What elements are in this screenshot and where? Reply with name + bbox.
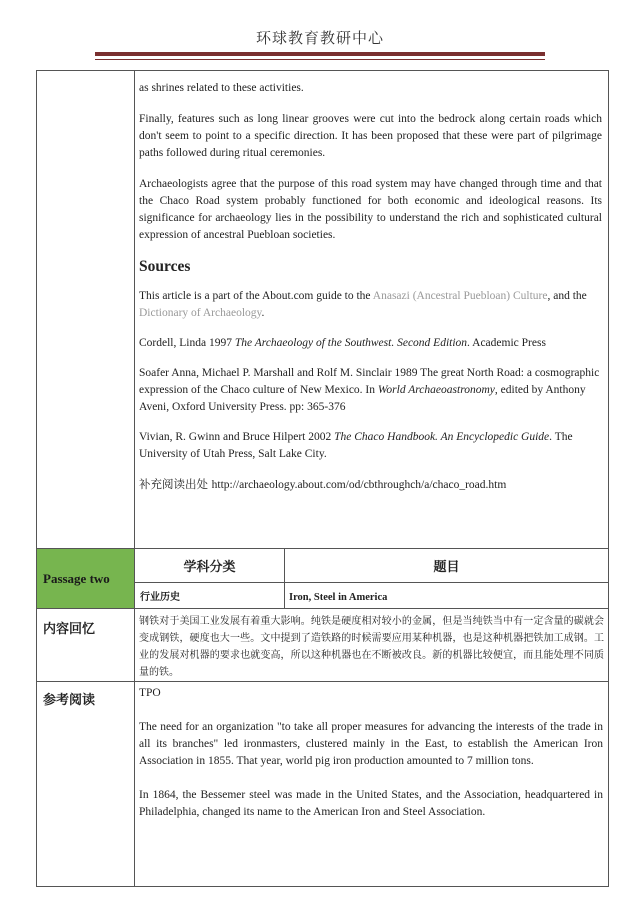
supplement-url[interactable]: http://archaeology.about.com/od/cbthroughch/a/chaco_road.htm bbox=[211, 479, 507, 491]
link-anasazi[interactable]: Anasazi (Ancestral Puebloan) Culture bbox=[372, 290, 548, 302]
paragraph-shrines: as shrines related to these activities. bbox=[139, 82, 304, 94]
passage-table bbox=[36, 548, 609, 887]
recall-label: 内容回忆 bbox=[43, 622, 96, 637]
title-header: 题目 bbox=[433, 559, 460, 575]
title-header-cell bbox=[285, 549, 609, 583]
top-left-cell bbox=[37, 71, 135, 549]
source-text: . bbox=[261, 307, 265, 319]
recall-text: 钢铁对于美国工业发展有着重大影响。纯铁是硬度相对较小的金属，但是当纯铁当中有一定含量的碳就会变成钢铁，硬度也大一些。文中提到了造铁路的时候需要应用某种机器，也是这种机器把铁加工成钢。工业的发展对机器的要求也就变高，所以这种机器也在不断被改良。新的机器比较便宜，而且能处理不同质量的铁。 bbox=[139, 616, 604, 678]
source-title: World Archaeoastronomy bbox=[377, 384, 495, 396]
recall-text-cell bbox=[135, 609, 609, 682]
header-rule-thin bbox=[95, 59, 545, 60]
reference-tpo: TPO bbox=[139, 687, 161, 699]
reference-paragraph-2: In 1864, the Bessemer steel was made in the United States, and the Association, headquartered in Philadelphia, changed its name to the American Iron and Steel Association. bbox=[139, 789, 603, 818]
paragraph-grooves: Finally, features such as long linear grooves were cut into the bedrock along certain roads which don't seem to point to a specific direction. It has been proposed that these were part of pilgrimage paths followed during ritual ceremonies. bbox=[139, 113, 602, 159]
passage-label: Passage two bbox=[43, 570, 110, 586]
category-header: 学科分类 bbox=[183, 559, 236, 575]
source-text: This article is a part of the About.com guide to the bbox=[139, 290, 373, 302]
source-title: The Chaco Handbook. An Encyclopedic Guide bbox=[334, 431, 550, 443]
title-value-cell bbox=[285, 583, 609, 609]
source-text: . The University of Utah Press, Salt Lake City. bbox=[139, 431, 573, 460]
paragraph-agree: Archaeologists agree that the purpose of this road system may have changed through time and that the Chaco Road system probably functioned for both economic and ideological reasons. Its significance for archaeology lies in the possibility to understand the rich and sophisticated cultural expression of ancestral Puebloan societies. bbox=[139, 178, 602, 241]
passage-label-cell bbox=[37, 549, 135, 609]
category-header-cell bbox=[135, 549, 285, 583]
source-text: Vivian, R. Gwinn and Bruce Hilpert 2002 bbox=[139, 431, 335, 443]
category-value: 行业历史 bbox=[140, 591, 180, 603]
source-text: Cordell, Linda 1997 bbox=[139, 337, 235, 349]
reference-paragraph-1: The need for an organization "to take all proper measures for advancing the interests of the trade in all its branches" led ironmasters, clustered mainly in the East, to establish the American Iron Association in 1855. That year, world pig iron production amounted to 7 million tons. bbox=[139, 721, 603, 767]
reference-label-cell bbox=[37, 682, 135, 887]
source-item-soafer bbox=[139, 365, 602, 416]
source-item-cordell bbox=[139, 335, 602, 352]
source-text: , edited by Anthony Aveni, Oxford University Press. pp: 365-376 bbox=[139, 384, 586, 413]
source-text: . Academic Press bbox=[467, 337, 546, 349]
top-section-table bbox=[36, 70, 609, 549]
source-title: The Archaeology of the Southwest. Second Edition bbox=[234, 337, 468, 349]
link-dictionary[interactable]: Dictionary of Archaeology bbox=[139, 307, 262, 319]
page-header-title: 环球教育教研中心 bbox=[255, 29, 384, 47]
source-item-supplement bbox=[139, 476, 602, 494]
source-text: Soafer Anna, Michael P. Marshall and Rolf M. Sinclair 1989 The great North Road: a cosmographic expression of the Chaco culture of New Mexico. In bbox=[139, 367, 600, 396]
top-content-cell bbox=[135, 71, 609, 549]
sources-heading: Sources bbox=[139, 258, 191, 275]
recall-label-cell bbox=[37, 609, 135, 682]
title-value: Iron, Steel in America bbox=[289, 591, 388, 603]
source-item-about bbox=[139, 288, 602, 322]
category-value-cell bbox=[135, 583, 285, 609]
reference-text-cell bbox=[135, 682, 609, 887]
source-text: , and the bbox=[547, 290, 587, 302]
supplement-label: 补充阅读出处 bbox=[139, 477, 212, 491]
header-rule-thick bbox=[95, 52, 545, 56]
reference-label: 参考阅读 bbox=[43, 693, 96, 708]
source-item-vivian bbox=[139, 429, 602, 463]
